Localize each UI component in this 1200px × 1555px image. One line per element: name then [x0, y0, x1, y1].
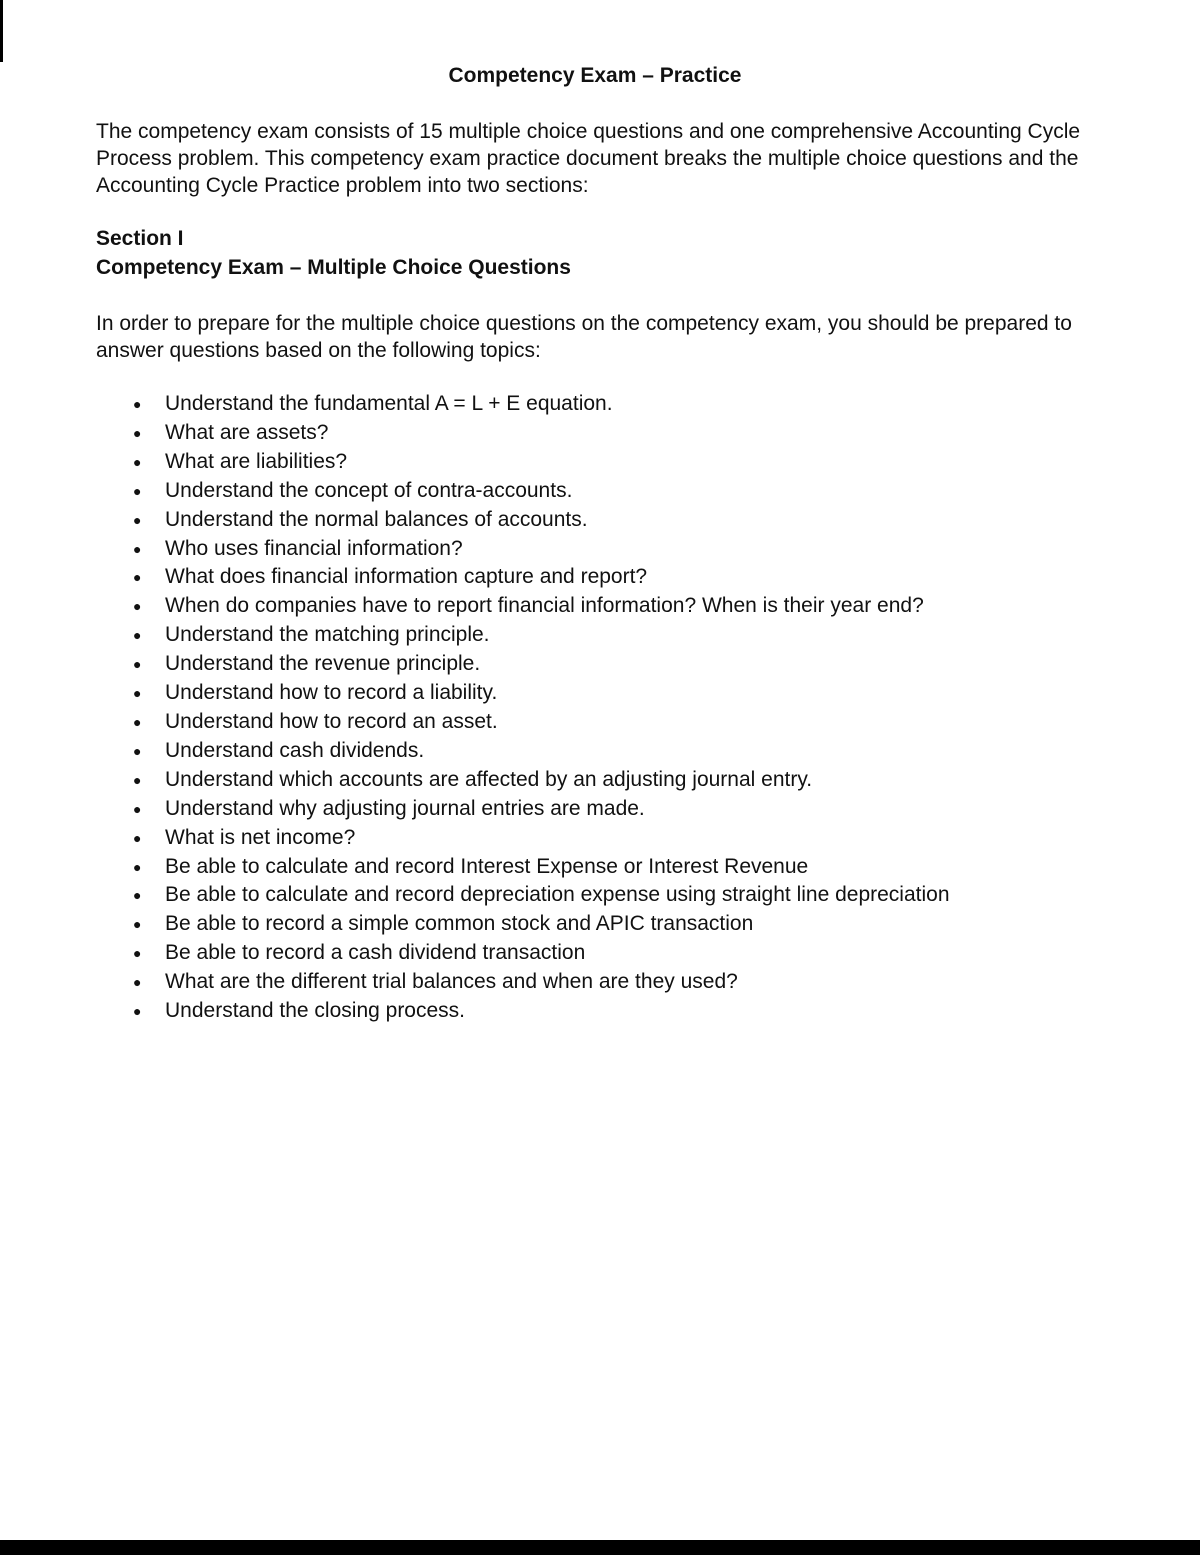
list-item [96, 535, 1096, 564]
bullet-icon: ● [133, 396, 142, 412]
list-item-text: Understand why adjusting journal entries are made. [165, 796, 645, 820]
list-item [96, 881, 1096, 910]
list-item-text: Understand how to record an asset. [165, 709, 498, 733]
bullet-icon: ● [133, 453, 142, 470]
bullet-icon: ● [133, 829, 142, 846]
document-title: Competency Exam – Practice [448, 64, 742, 87]
bullet-icon: ● [133, 569, 142, 586]
list-item [96, 824, 1096, 853]
list-item [96, 592, 1096, 621]
prep-paragraph: In order to prepare for the multiple choice questions on the competency exam, you should be prepared to answer questions based on the following topics: [96, 312, 1072, 362]
list-item-text: Understand the normal balances of accounts. [165, 507, 588, 531]
topics-list [96, 390, 1096, 1026]
list-item-text: Understand the matching principle. [165, 623, 490, 647]
list-item [96, 621, 1096, 650]
bullet-icon: ● [133, 771, 142, 788]
bullet-icon: ● [133, 598, 142, 615]
bullet-icon: ● [133, 511, 142, 528]
bullet-icon: ● [133, 887, 142, 904]
list-item [96, 853, 1096, 882]
list-item [96, 968, 1096, 997]
list-item [96, 737, 1096, 766]
bullet-icon: ● [133, 916, 142, 933]
bullet-icon: ● [133, 685, 142, 702]
intro-paragraph: The competency exam consists of 15 multiple choice questions and one comprehensive Accounting Cycle Process problem. This competency exam practice document breaks the multiple choice questions and the Accounting Cycle Practice problem into two sections: [96, 120, 1081, 197]
list-item-text: Who uses financial information? [165, 536, 463, 560]
bullet-icon: ● [133, 482, 142, 499]
list-item [96, 563, 1096, 592]
list-item-text: Be able to record a simple common stock and APIC transaction [165, 912, 754, 936]
bullet-icon: ● [133, 1003, 142, 1020]
list-item-text: What are liabilities? [165, 449, 348, 473]
list-item [96, 679, 1096, 708]
bullet-icon: ● [133, 627, 142, 644]
list-item-text: Understand cash dividends. [165, 738, 425, 762]
list-item-text: Be able to calculate and record Interest Expense or Interest Revenue [165, 854, 809, 878]
list-item-text: Understand the concept of contra-accounts. [165, 478, 573, 502]
list-item [96, 390, 1096, 419]
scan-bottom-border [0, 1540, 1200, 1555]
list-item-text: When do companies have to report financial information? When is their year end? [165, 594, 924, 618]
list-item [96, 419, 1096, 448]
list-item-text: What does financial information capture and report? [165, 565, 648, 589]
bullet-icon: ● [133, 742, 142, 759]
bullet-icon: ● [133, 945, 142, 962]
bullet-icon: ● [133, 424, 142, 441]
list-item [96, 477, 1096, 506]
list-item [96, 997, 1096, 1026]
list-item-text: Understand the revenue principle. [165, 652, 481, 676]
bullet-icon: ● [133, 656, 142, 673]
list-item [96, 506, 1096, 535]
list-item [96, 708, 1096, 737]
list-item-text: Understand the fundamental A = L + E equation. [165, 392, 613, 415]
bullet-icon: ● [133, 540, 142, 557]
list-item-text: Be able to record a cash dividend transaction [165, 941, 586, 965]
list-item [96, 795, 1096, 824]
list-item [96, 650, 1096, 679]
list-item [96, 939, 1096, 968]
list-item-text: What are assets? [165, 420, 329, 444]
list-item-text: What is net income? [165, 825, 356, 849]
list-item-text: Understand the closing process. [165, 999, 465, 1023]
section-heading [96, 224, 996, 282]
bullet-icon: ● [133, 858, 142, 875]
list-item [96, 766, 1096, 795]
list-item [96, 910, 1096, 939]
bullet-icon: ● [133, 713, 142, 730]
bullet-icon: ● [133, 800, 142, 817]
list-item-text: What are the different trial balances and when are they used? [165, 970, 738, 994]
list-item-text: Be able to calculate and record depreciation expense using straight line depreciation [165, 883, 950, 907]
list-item-text: Understand which accounts are affected by an adjusting journal entry. [165, 767, 813, 791]
section-label: Section I [96, 227, 184, 250]
section-title: Competency Exam – Multiple Choice Questions [96, 256, 571, 279]
list-item [96, 448, 1096, 477]
list-item-text: Understand how to record a liability. [165, 681, 498, 705]
bullet-icon: ● [133, 974, 142, 991]
